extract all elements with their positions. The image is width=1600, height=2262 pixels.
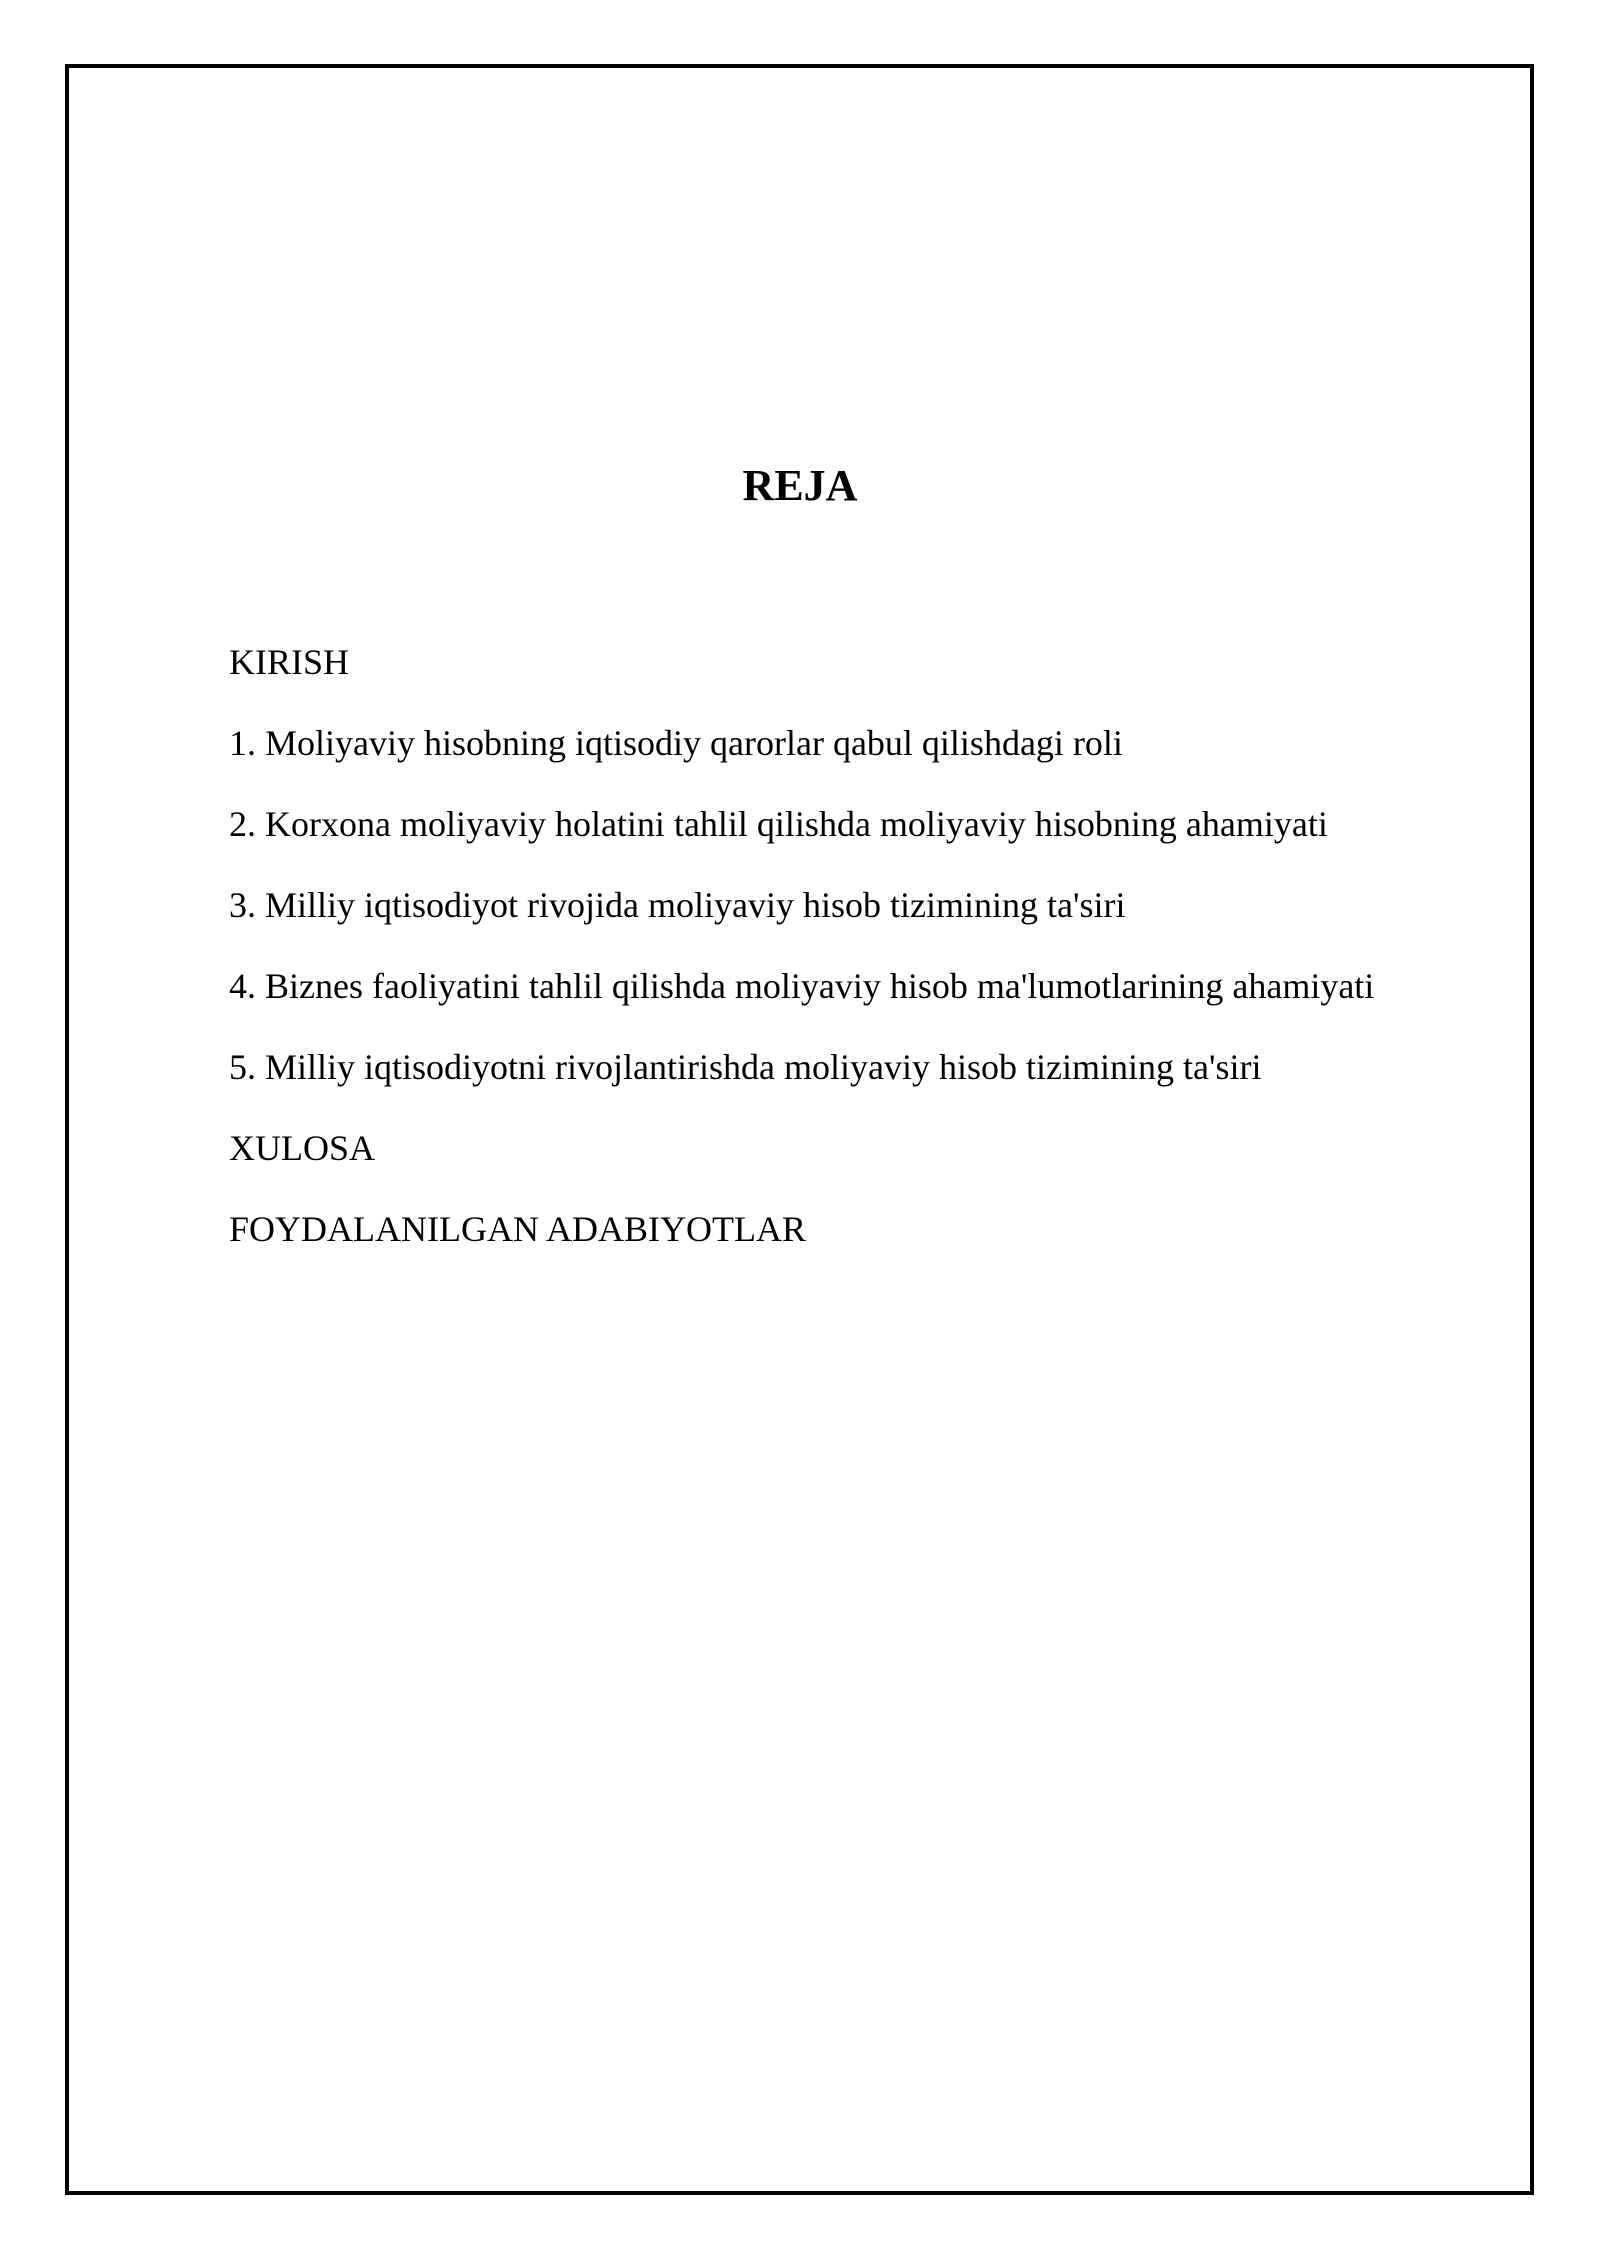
toc-item-2: 2. Korxona moliyaviy holatini tahlil qilishda moliyaviy hisobning ahamiyati (229, 804, 1328, 844)
toc-item-references: FOYDALANILGAN ADABIYOTLAR (229, 1209, 806, 1249)
toc-item-4: 4. Biznes faoliyatini tahlil qilishda moliyaviy hisob ma'lumotlarining ahamiyati (229, 966, 1375, 1006)
toc-item-introduction: KIRISH (229, 642, 350, 682)
table-of-contents (229, 636, 1374, 1284)
toc-item-conclusion: XULOSA (229, 1128, 376, 1168)
page-title: REJA (742, 461, 858, 510)
toc-item-5: 5. Milliy iqtisodiyotni rivojlantirishda moliyaviy hisob tizimining ta'siri (229, 1047, 1262, 1087)
toc-item-3: 3. Milliy iqtisodiyot rivojida moliyaviy hisob tizimining ta'siri (229, 885, 1126, 925)
toc-item-1: 1. Moliyaviy hisobning iqtisodiy qarorlar qabul qilishdagi roli (229, 723, 1123, 763)
